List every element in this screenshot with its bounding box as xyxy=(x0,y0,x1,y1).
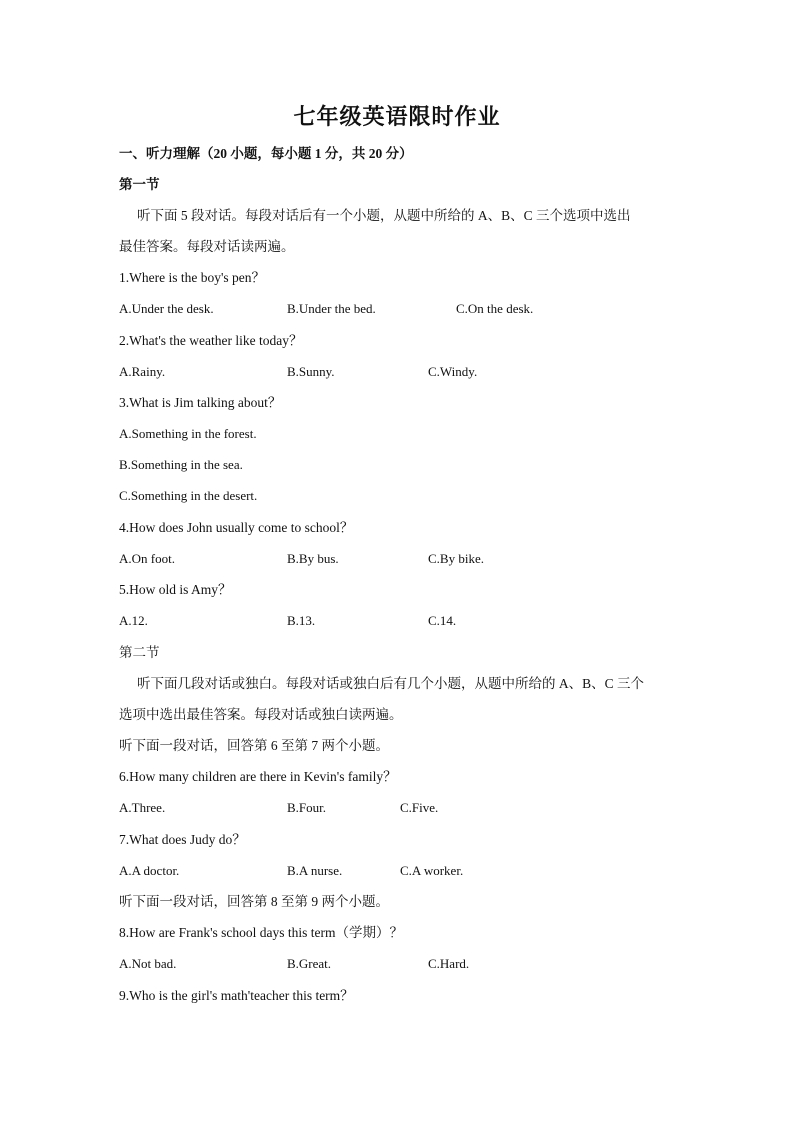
q3-option-a: A.Something in the forest. xyxy=(119,426,257,441)
q3-option-c: C.Something in the desert. xyxy=(119,488,258,503)
q2-option-b: B.Sunny. xyxy=(287,364,335,379)
section2-instruction-line2: 选项中选出最佳答案。每段对话或独白读两遍。 xyxy=(119,707,403,722)
section1-instruction-line2: 最佳答案。每段对话读两遍。 xyxy=(119,239,295,254)
group-instruction-6-7: 听下面一段对话，回答第 6 至第 7 两个小题。 xyxy=(119,738,389,753)
section2-instruction-line1: 听下面几段对话或独白。每段对话或独白后有几个小题，从题中所给的 A、B、C 三个 xyxy=(137,676,645,691)
q6-option-c: C.Five. xyxy=(400,800,439,815)
section1-heading: 第一节 xyxy=(119,177,160,192)
q8-option-c: C.Hard. xyxy=(428,956,470,971)
q5-option-a: A.12. xyxy=(119,613,148,628)
question-stem-4: 4.How does John usually come to school？ xyxy=(119,520,354,535)
q6-option-a: A.Three. xyxy=(119,800,166,815)
q3-option-b: B.Something in the sea. xyxy=(119,457,243,472)
q1-option-b: B.Under the bed. xyxy=(287,301,376,316)
question-stem-9: 9.Who is the girl's math'teacher this term？ xyxy=(119,988,354,1003)
question-stem-7: 7.What does Judy do？ xyxy=(119,832,246,847)
q5-option-c: C.14. xyxy=(428,613,457,628)
q6-option-b: B.Four. xyxy=(287,800,327,815)
q4-option-b: B.By bus. xyxy=(287,551,339,566)
q5-option-b: B.13. xyxy=(287,613,316,628)
q1-option-c: C.On the desk. xyxy=(456,301,534,316)
question-stem-5: 5.How old is Amy？ xyxy=(119,582,232,597)
q1-option-a: A.Under the desk. xyxy=(119,301,214,316)
q2-option-a: A.Rainy. xyxy=(119,364,166,379)
q8-option-a: A.Not bad. xyxy=(119,956,177,971)
q8-option-b: B.Great. xyxy=(287,956,332,971)
q2-option-c: C.Windy. xyxy=(428,364,478,379)
group-instruction-8-9: 听下面一段对话，回答第 8 至第 9 两个小题。 xyxy=(119,894,389,909)
q7-option-a: A.A doctor. xyxy=(119,863,180,878)
question-stem-8: 8.How are Frank's school days this term（学期）？ xyxy=(119,925,404,940)
q7-option-b: B.A nurse. xyxy=(287,863,343,878)
q7-option-c: C.A worker. xyxy=(400,863,464,878)
question-stem-1: 1.Where is the boy's pen？ xyxy=(119,270,266,285)
q4-option-a: A.On foot. xyxy=(119,551,175,566)
section2-heading: 第二节 xyxy=(119,645,160,660)
question-stem-3: 3.What is Jim talking about？ xyxy=(119,395,282,410)
q4-option-c: C.By bike. xyxy=(428,551,484,566)
page-title: 七年级英语限时作业 xyxy=(293,104,501,129)
part1-heading: 一、听力理解（20 小题，每小题 1 分，共 20 分） xyxy=(119,146,413,161)
question-stem-6: 6.How many children are there in Kevin's family？ xyxy=(119,769,397,784)
question-stem-2: 2.What's the weather like today？ xyxy=(119,333,303,348)
section1-instruction-line1: 听下面 5 段对话。每段对话后有一个小题，从题中所给的 A、B、C 三个选项中选出 xyxy=(137,208,631,223)
